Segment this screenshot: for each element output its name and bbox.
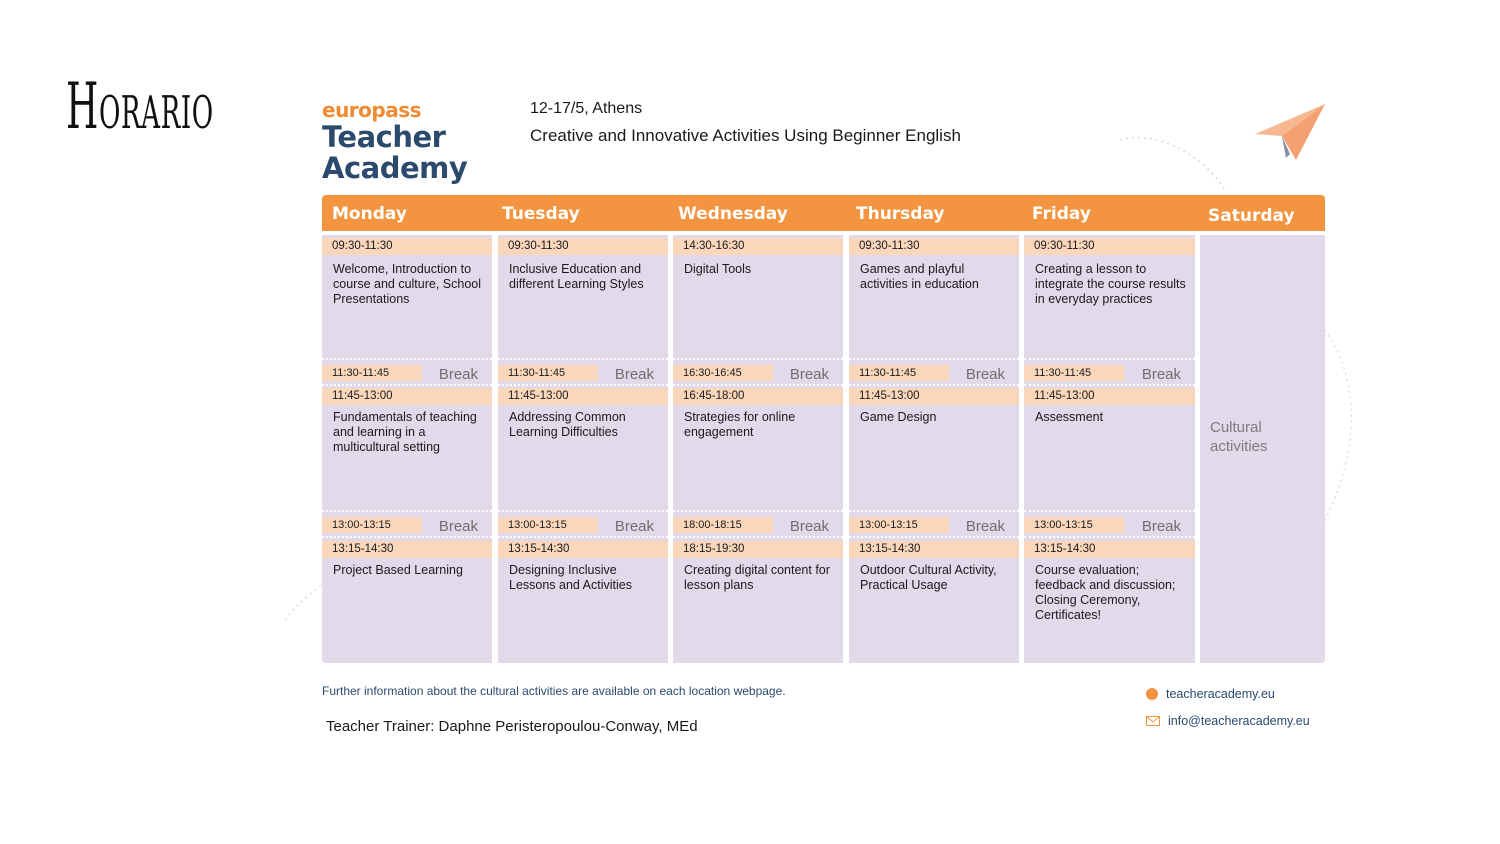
break-row (322, 358, 492, 386)
break-label: Break (614, 366, 654, 383)
session-time: 13:15-14:30 (322, 541, 492, 558)
break-row (673, 358, 843, 386)
weekly-schedule (322, 195, 1325, 665)
break-time: 11:30-11:45 (849, 365, 949, 381)
logo-brand: europass (322, 98, 422, 122)
website-link[interactable]: teacheracademy.eu (1166, 687, 1275, 701)
session-time: 16:45-18:00 (673, 388, 843, 405)
day-header-friday: Friday (1032, 204, 1091, 224)
break-row (1024, 510, 1195, 538)
paper-plane-icon (1110, 98, 1330, 168)
break-label: Break (1141, 518, 1181, 535)
break-label: Break (789, 366, 829, 383)
break-row (322, 510, 492, 538)
break-time: 16:30-16:45 (673, 365, 773, 381)
schedule-header (322, 195, 1325, 231)
session-title: Creating a lesson to integrate the course results in everyday practices (1035, 262, 1186, 306)
session-title: Fundamentals of teaching and learning in a multicultural setting (333, 410, 477, 454)
mail-icon (1146, 716, 1160, 726)
session-time: 09:30-11:30 (498, 238, 668, 255)
footer-note: Further information about the cultural activities are available on each location webpage. (322, 684, 786, 698)
session-title: Assessment (1035, 410, 1104, 424)
break-time: 18:00-18:15 (673, 517, 773, 533)
session-time: 09:30-11:30 (1024, 238, 1195, 255)
break-row (498, 510, 668, 538)
break-time: 11:30-11:45 (1024, 365, 1124, 381)
session-title: Designing Inclusive Lessons and Activities (509, 563, 632, 592)
break-time: 13:00-13:15 (322, 517, 422, 533)
break-row (849, 358, 1019, 386)
break-time: 13:00-13:15 (849, 517, 949, 533)
break-row (1024, 358, 1195, 386)
teacher-trainer: Teacher Trainer: Daphne Peristeropoulou-Conway, MEd (326, 718, 698, 735)
session-time: 11:45-13:00 (498, 388, 668, 405)
break-label: Break (438, 518, 478, 535)
email-link[interactable]: info@teacheracademy.eu (1168, 714, 1310, 728)
session-title: Project Based Learning (333, 563, 463, 577)
session-time: 09:30-11:30 (322, 238, 492, 255)
day-column-thursday (849, 235, 1019, 663)
course-date-location: 12-17/5, Athens (530, 100, 643, 117)
break-label: Break (965, 518, 1005, 535)
europass-logo (322, 98, 467, 184)
session-title: Creating digital content for lesson plans (684, 563, 830, 592)
session-time: 13:15-14:30 (849, 541, 1019, 558)
day-header-saturday: Saturday (1208, 206, 1295, 226)
session-time: 13:15-14:30 (1024, 541, 1195, 558)
saturday-activity: Cultural activities (1210, 419, 1268, 455)
break-label: Break (1141, 366, 1181, 383)
slide-title: Horario (66, 70, 214, 144)
email-contact[interactable] (1146, 714, 1310, 728)
break-label: Break (965, 366, 1005, 383)
break-time: 13:00-13:15 (498, 517, 598, 533)
session-title: Addressing Common Learning Difficulties (509, 410, 626, 439)
break-row (673, 510, 843, 538)
day-column-wednesday (673, 235, 843, 663)
break-label: Break (789, 518, 829, 535)
session-time: 11:45-13:00 (1024, 388, 1195, 405)
logo-line1: Teacher (322, 120, 446, 154)
course-title: Creative and Innovative Activities Using Beginner English (530, 126, 961, 145)
break-row (498, 358, 668, 386)
session-title: Game Design (860, 410, 937, 424)
day-header-monday: Monday (332, 204, 407, 224)
session-time: 11:45-13:00 (849, 388, 1019, 405)
break-label: Break (438, 366, 478, 383)
day-column-tuesday (498, 235, 668, 663)
session-title: Games and playful activities in education (860, 262, 979, 291)
day-column-friday (1024, 235, 1195, 663)
day-header-wednesday: Wednesday (678, 204, 788, 224)
session-time: 14:30-16:30 (673, 238, 843, 255)
day-column-monday (322, 235, 492, 663)
session-title: Outdoor Cultural Activity, Practical Usage (860, 563, 997, 592)
session-title: Course evaluation; feedback and discussion; Closing Ceremony, Certificates! (1035, 563, 1176, 622)
session-title: Inclusive Education and different Learning Styles (509, 262, 644, 291)
break-time: 13:00-13:15 (1024, 517, 1124, 533)
day-header-tuesday: Tuesday (502, 204, 580, 224)
break-time: 11:30-11:45 (498, 365, 598, 381)
session-title: Strategies for online engagement (684, 410, 796, 439)
session-title: Welcome, Introduction to course and culture, School Presentations (333, 262, 482, 306)
session-title: Digital Tools (684, 262, 752, 276)
course-info (530, 100, 961, 146)
break-label: Break (614, 518, 654, 535)
break-time: 11:30-11:45 (322, 365, 422, 381)
logo-line2: Academy (322, 151, 468, 185)
session-time: 11:45-13:00 (322, 388, 492, 405)
break-row (849, 510, 1019, 538)
globe-icon (1146, 688, 1158, 700)
day-header-thursday: Thursday (856, 204, 945, 224)
website-contact[interactable] (1146, 687, 1275, 701)
session-time: 13:15-14:30 (498, 541, 668, 558)
session-time: 09:30-11:30 (849, 238, 1019, 255)
session-time: 18:15-19:30 (673, 541, 843, 558)
day-column-saturday (1200, 235, 1325, 663)
